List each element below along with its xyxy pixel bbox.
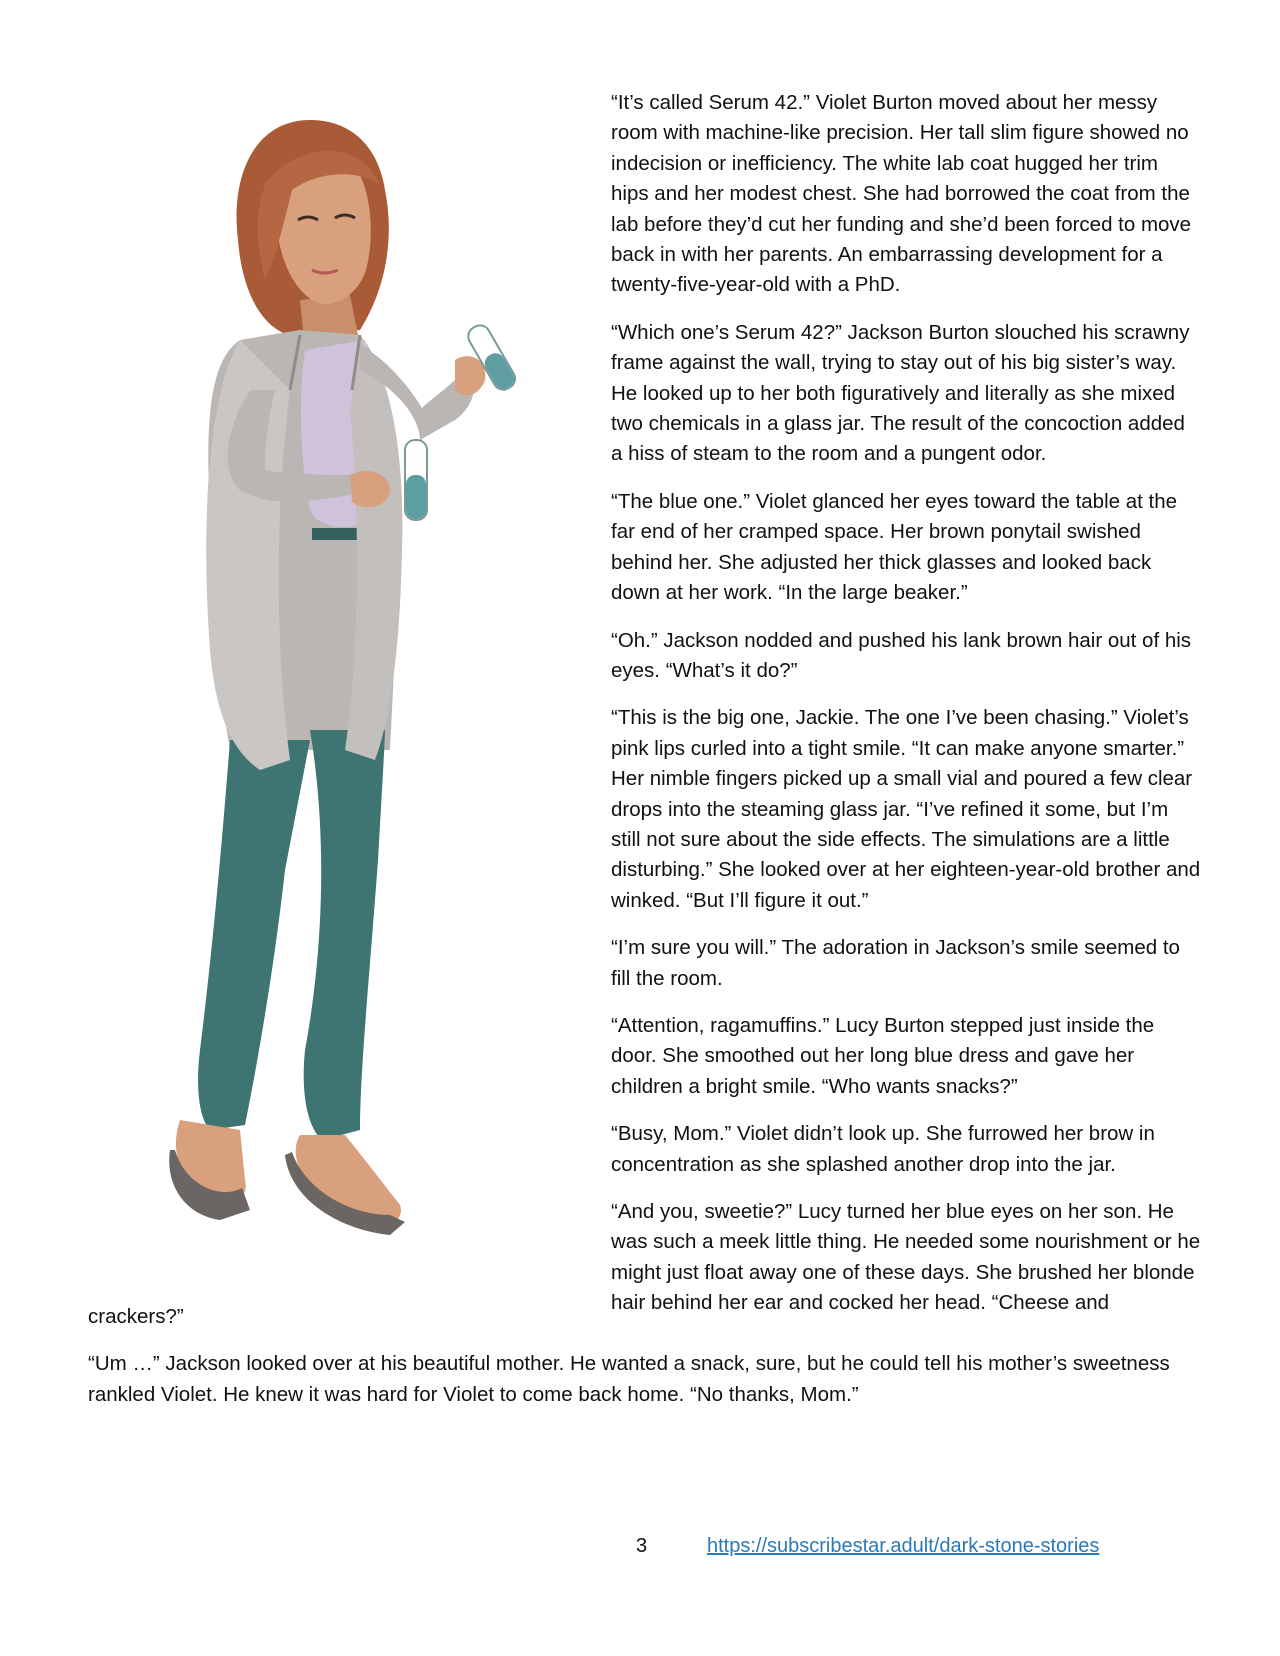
story-paragraph: “Busy, Mom.” Violet didn’t look up. She furrowed her brow in concentration as she splashed another drop into the jar. (611, 1122, 1155, 1176)
subscribestar-link[interactable]: https://subscribestar.adult/dark-stone-stories (707, 1535, 1100, 1557)
story-paragraph: “And you, sweetie?” Lucy turned her blue eyes on her son. He was such a meek little thing. He needed some nourishment or he might just float away one of these days. She brushed her blonde hair behind her ear and cocked her head. “Cheese and (611, 1200, 1201, 1315)
character-drawing (60, 90, 580, 1330)
story-paragraph-continuation: crackers?” (88, 1305, 184, 1328)
vial-lower (405, 440, 427, 520)
story-paragraph: “Which one’s Serum 42?” Jackson Burton slouched his scrawny frame against the wall, trying to stay out of his big sister’s way. He looked up to her both figuratively and literally as she mixed two chemicals in a glass jar. The result of the concoction added a hiss of steam to the room and a pungent odor. (611, 320, 1190, 466)
story-paragraph: “Oh.” Jackson nodded and pushed his lank brown hair out of his eyes. “What’s it do?” (611, 628, 1192, 682)
story-text-full-width (88, 1305, 1198, 1427)
character-illustration (60, 90, 580, 1330)
jeans-left-leg (198, 740, 310, 1130)
jeans-right-leg (304, 730, 385, 1140)
story-paragraph: “This is the big one, Jackie. The one I’ve been chasing.” Violet’s pink lips curled into a tight smile. “It can make anyone smarter.” Her nimble fingers picked up a small vial and poured a few clear drops into the steaming glass jar. “I’ve refined it some, but I’m still not sure about the side effects. The simulations are a little disturbing.” She looked over at her eighteen-year-old brother and winked. “But I’ll figure it out.” (611, 706, 1201, 912)
story-text-column (611, 88, 1201, 1336)
story-paragraph: “Attention, ragamuffins.” Lucy Burton stepped just inside the door. She smoothed out her long blue dress and gave her children a bright smile. “Who wants snacks?” (611, 1013, 1155, 1098)
story-paragraph: “Um …” Jackson looked over at his beautiful mother. He wanted a snack, sure, but he could tell his mother’s sweetness rankled Violet. He knew it was hard for Violet to come back home. “No thanks, Mom.” (88, 1352, 1170, 1406)
story-paragraph: “It’s called Serum 42.” Violet Burton moved about her messy room with machine-like precision. Her tall slim figure showed no indecision or inefficiency. The white lab coat hugged her trim hips and her modest chest. She had borrowed the coat from the lab before they’d cut her funding and she’d been forced to move back in with her parents. An embarrassing development for a twenty-five-year-old with a PhD. (611, 91, 1192, 297)
story-paragraph: “I’m sure you will.” The adoration in Jackson’s smile seemed to fill the room. (611, 936, 1180, 990)
story-paragraph: “The blue one.” Violet glanced her eyes toward the table at the far end of her cramped space. Her brown ponytail swished behind her. She adjusted her thick glasses and looked back down at her work. “In the large beaker.” (611, 489, 1178, 605)
page-footer (0, 1535, 1280, 1569)
page-number: 3 (636, 1535, 648, 1557)
